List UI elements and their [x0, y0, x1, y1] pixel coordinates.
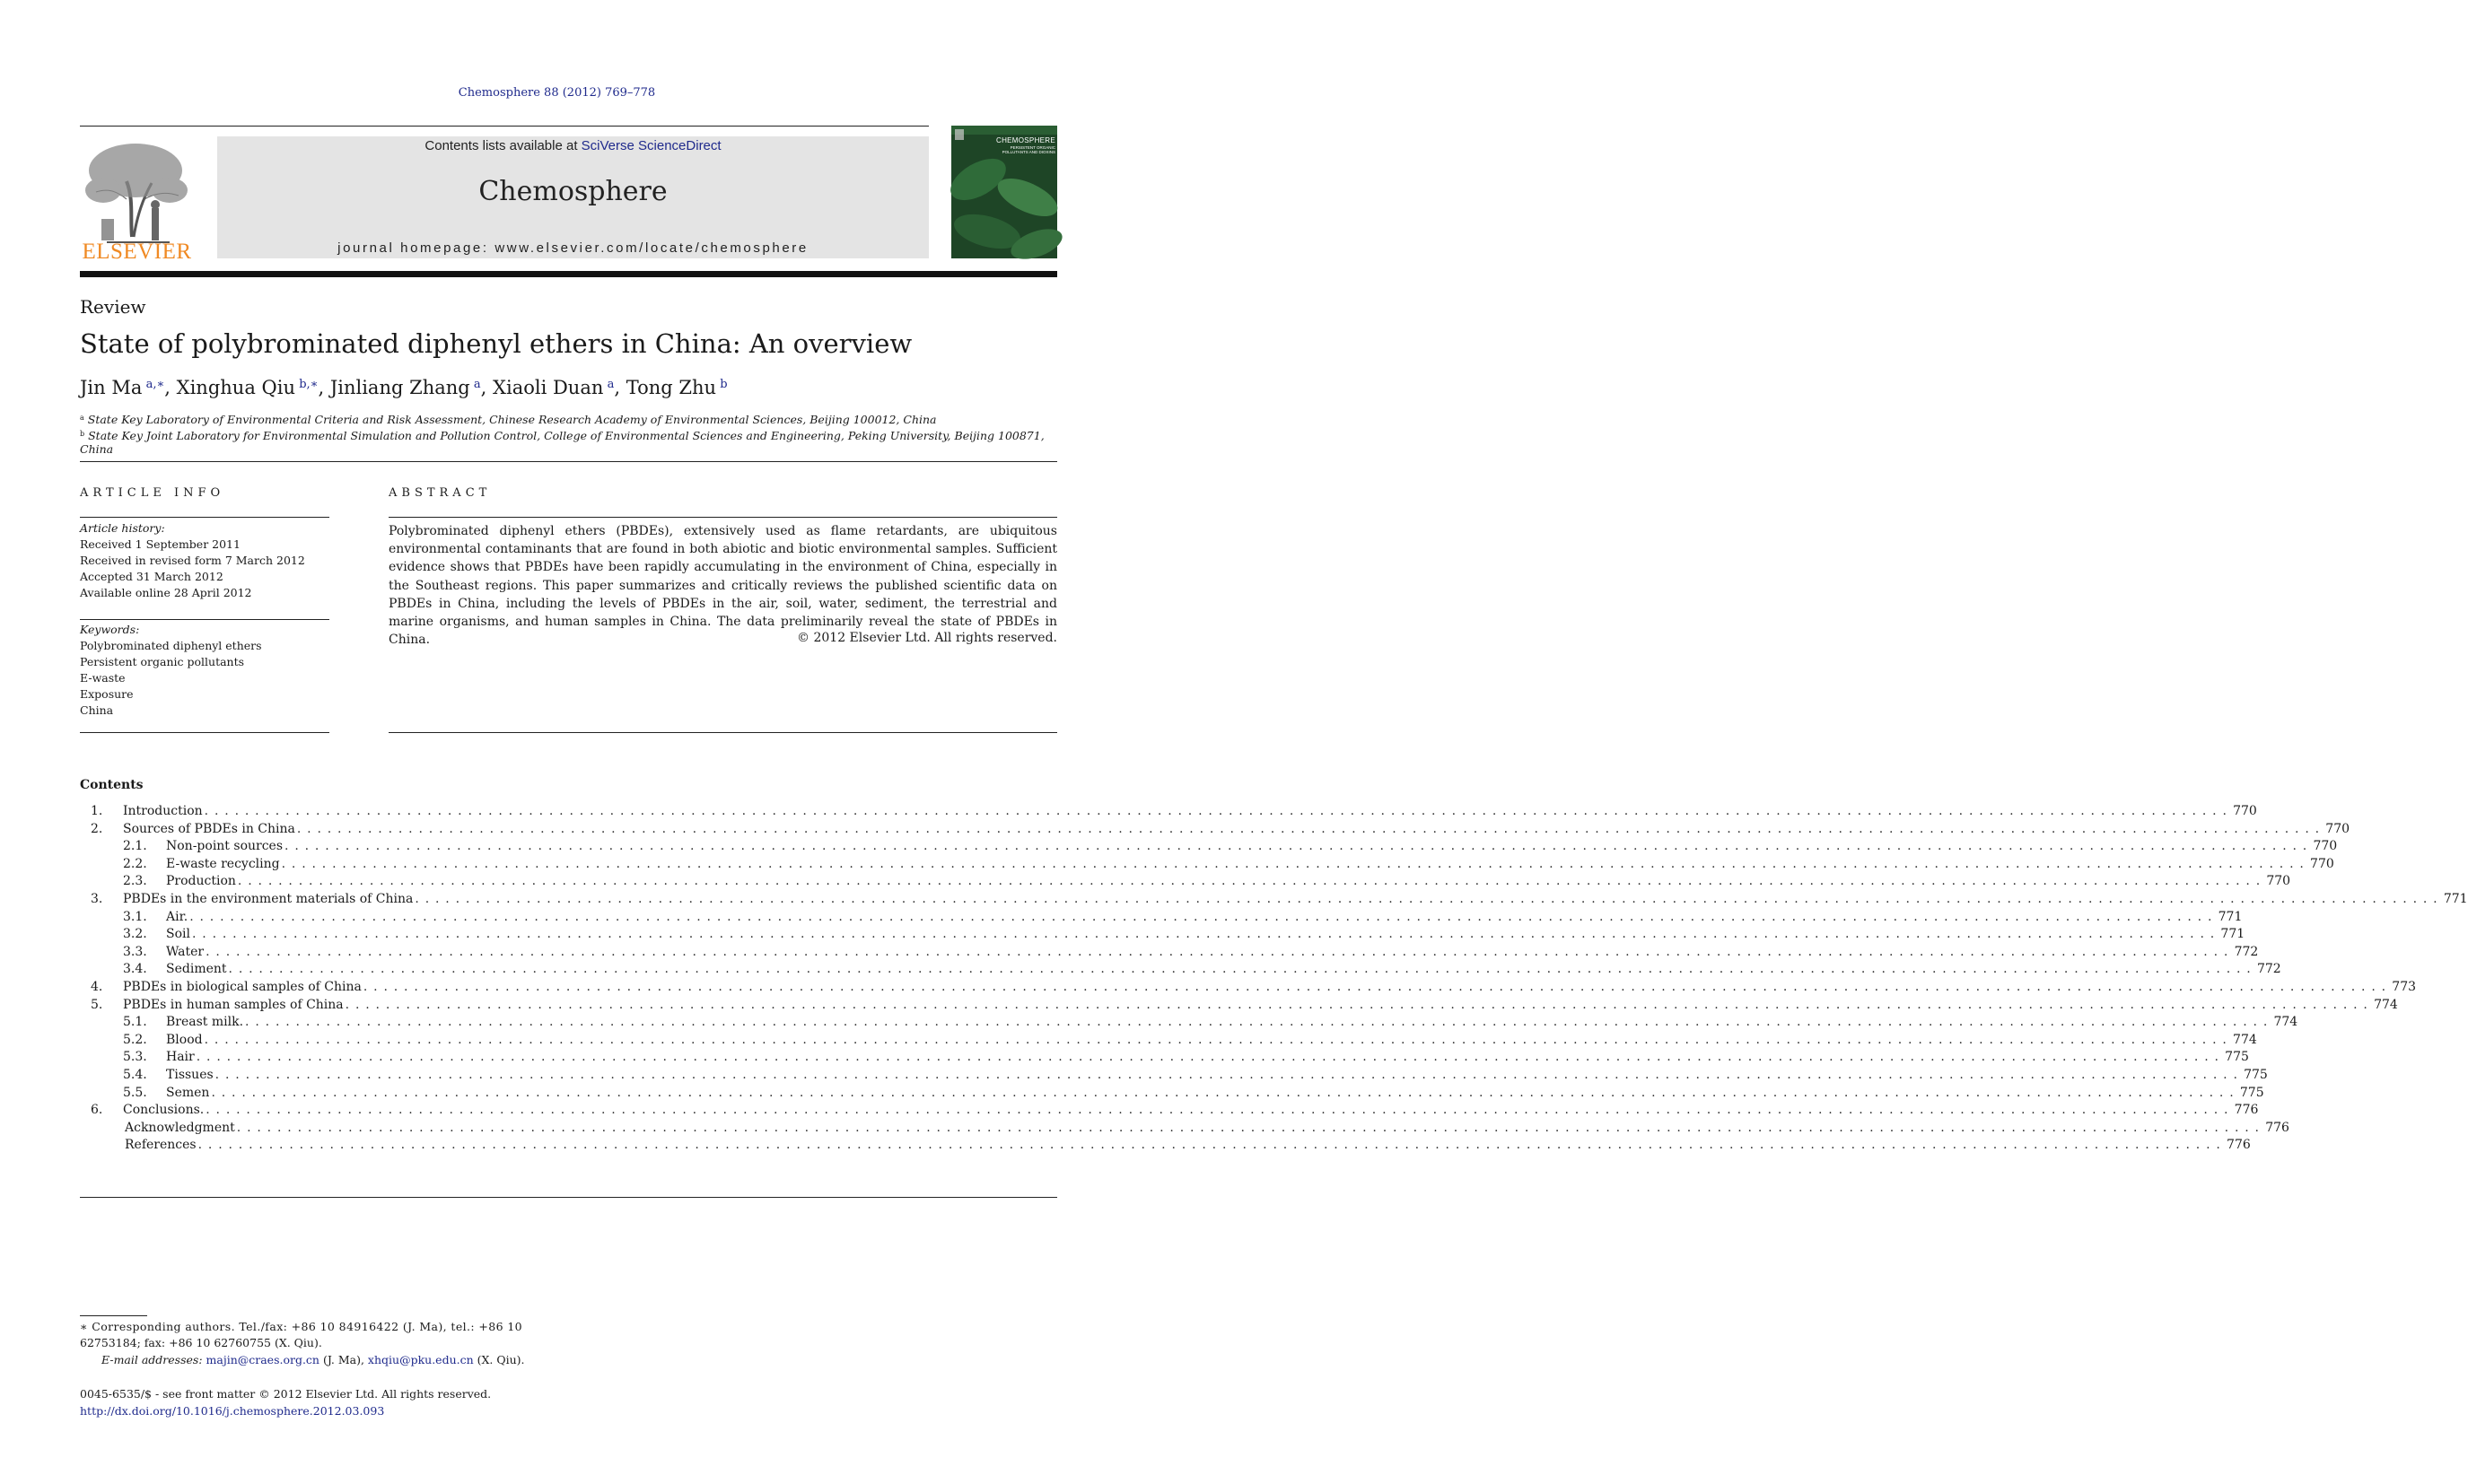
contents-availability	[217, 138, 929, 153]
toc-label[interactable]: Non-point sources	[166, 839, 284, 854]
sciencedirect-link[interactable]: SciVerse ScienceDirect	[581, 138, 722, 153]
toc-page-number: 770	[2233, 804, 2257, 818]
toc-label[interactable]: Air.	[166, 909, 188, 924]
contents-heading: Contents	[80, 778, 144, 792]
toc-page-number: 771	[2220, 927, 2245, 942]
toc-label[interactable]: Water	[166, 944, 205, 959]
contents-prefix: Contents lists available at	[424, 138, 582, 153]
toc-number: 5.	[91, 997, 103, 1012]
author-affiliation-mark[interactable]: b	[720, 378, 728, 391]
corresponding-note-2: 62753184; fax: +86 10 62760755 (X. Qiu).	[80, 1336, 322, 1349]
toc-entry[interactable]	[80, 1068, 2268, 1086]
toc-label[interactable]: Tissues	[166, 1068, 214, 1082]
toc-label[interactable]: Introduction	[123, 804, 203, 818]
toc-label[interactable]: Production	[166, 874, 236, 889]
toc-label[interactable]: Acknowledgment	[125, 1120, 235, 1135]
toc-number: 6.	[91, 1103, 103, 1118]
author-affiliation-mark[interactable]: a,∗	[145, 378, 165, 391]
toc-leader-dots: . . . . . . . . . . . . . . . . . . . . . . . . . . . . . . . . . . . . . . . . . . . . . . . . . . . . . . . . . . . . . . . . . . . . . . . . . . . . . . . . . . . . . . . . . . . . . . . . . . . . . . . . . . . . . . . . . . . . . . . . . . . . . . . . . . . . . . . . . . . . . . . . . . . . . . . . . . . . . . . . . . . . . . . . . . . . . . . . . . . . . . . . . . . . . . . . . . . . . . . .	[204, 1032, 2228, 1047]
toc-leader-dots: . . . . . . . . . . . . . . . . . . . . . . . . . . . . . . . . . . . . . . . . . . . . . . . . . . . . . . . . . . . . . . . . . . . . . . . . . . . . . . . . . . . . . . . . . . . . . . . . . . . . . . . . . . . . . . . . . . . . . . . . . . . . . . . . . . . . . . . . . . . . . . . . . . . . . . . . . . . . . . . . . . . . . . . . . . . . . . . . . . . . . . . . . . . . . . . . . . . . . . . .	[189, 909, 2213, 924]
toc-number: 3.2.	[123, 927, 147, 942]
affiliation-b	[80, 429, 1057, 456]
toc-entry[interactable]	[80, 1032, 2257, 1051]
toc-label[interactable]: PBDEs in biological samples of China	[123, 980, 362, 994]
email-addresses	[101, 1353, 525, 1366]
toc-entry[interactable]	[80, 962, 2281, 980]
affiliation-a-mark: a	[80, 414, 84, 422]
header-top-rule	[80, 126, 929, 127]
toc-leader-dots: . . . . . . . . . . . . . . . . . . . . . . . . . . . . . . . . . . . . . . . . . . . . . . . . . . . . . . . . . . . . . . . . . . . . . . . . . . . . . . . . . . . . . . . . . . . . . . . . . . . . . . . . . . . . . . . . . . . . . . . . . . . . . . . . . . . . . . . . . . . . . . . . . . . . . . . . . . . . . . . . . . . . . . . . . . . . . . . . . . . . . . . . . . . . . . . . . . . . . . . .	[236, 1120, 2261, 1135]
toc-label[interactable]: E-waste recycling	[166, 856, 280, 871]
history-accepted: Accepted 31 March 2012	[80, 570, 223, 583]
toc-number: 5.3.	[123, 1050, 147, 1065]
toc-page-number: 772	[2234, 944, 2259, 959]
toc-page-number: 773	[2392, 980, 2417, 994]
email-owner-ma: (J. Ma),	[319, 1353, 368, 1366]
toc-label[interactable]: Soil	[166, 927, 190, 942]
toc-label[interactable]: Hair	[166, 1050, 195, 1065]
toc-entry[interactable]	[80, 1120, 2289, 1139]
toc-leader-dots: . . . . . . . . . . . . . . . . . . . . . . . . . . . . . . . . . . . . . . . . . . . . . . . . . . . . . . . . . . . . . . . . . . . . . . . . . . . . . . . . . . . . . . . . . . . . . . . . . . . . . . . . . . . . . . . . . . . . . . . . . . . . . . . . . . . . . . . . . . . . . . . . . . . . . . . . . . . . . . . . . . . . . . . . . . . . . . . . . . . . . . . . . . . . . . . . . . . . . . . .	[206, 1103, 2229, 1118]
keyword: Exposure	[80, 687, 134, 701]
author-list	[80, 377, 1057, 398]
toc-leader-dots: . . . . . . . . . . . . . . . . . . . . . . . . . . . . . . . . . . . . . . . . . . . . . . . . . . . . . . . . . . . . . . . . . . . . . . . . . . . . . . . . . . . . . . . . . . . . . . . . . . . . . . . . . . . . . . . . . . . . . . . . . . . . . . . . . . . . . . . . . . . . . . . . . . . . . . . . . . . . . . . . . . . . . . . . . . . . . . . . . . . . . . . . . . . . . . . . . . . . . . . .	[415, 892, 2438, 906]
toc-entry[interactable]	[80, 856, 2334, 875]
toc-entry[interactable]	[80, 909, 2243, 928]
toc-leader-dots: . . . . . . . . . . . . . . . . . . . . . . . . . . . . . . . . . . . . . . . . . . . . . . . . . . . . . . . . . . . . . . . . . . . . . . . . . . . . . . . . . . . . . . . . . . . . . . . . . . . . . . . . . . . . . . . . . . . . . . . . . . . . . . . . . . . . . . . . . . . . . . . . . . . . . . . . . . . . . . . . . . . . . . . . . . . . . . . . . . . . . . . . . . . . . . . . . . . . . . . .	[197, 1138, 2222, 1153]
toc-entry[interactable]	[80, 874, 2291, 892]
author-separator: ,	[318, 377, 330, 398]
author-separator: ,	[164, 377, 177, 398]
corresponding-note-1: ∗ Corresponding authors. Tel./fax: +86 10 84916422 (J. Ma), tel.: +86 10	[80, 1320, 523, 1333]
email-label: E-mail addresses:	[101, 1353, 206, 1366]
toc-label[interactable]: PBDEs in human samples of China	[123, 997, 344, 1012]
toc-number: 5.5.	[123, 1085, 147, 1100]
journal-cover-image	[951, 126, 1057, 258]
affiliation-b-mark: b	[80, 430, 85, 438]
toc-page-number: 770	[2310, 856, 2334, 871]
author-name: Xinghua Qiu	[176, 377, 295, 398]
cover-title: CHEMOSPHERE	[996, 136, 1055, 144]
author-name: Xiaoli Duan	[493, 377, 604, 398]
toc-leader-dots: . . . . . . . . . . . . . . . . . . . . . . . . . . . . . . . . . . . . . . . . . . . . . . . . . . . . . . . . . . . . . . . . . . . . . . . . . . . . . . . . . . . . . . . . . . . . . . . . . . . . . . . . . . . . . . . . . . . . . . . . . . . . . . . . . . . . . . . . . . . . . . . . . . . . . . . . . . . . . . . . . . . . . . . . . . . . . . . . . . . . . . . . . . . . . . . . . . . . . . . .	[191, 927, 2216, 942]
toc-label[interactable]: PBDEs in the environment materials of China	[123, 892, 414, 906]
toc-entry[interactable]	[80, 821, 2350, 840]
toc-leader-dots: . . . . . . . . . . . . . . . . . . . . . . . . . . . . . . . . . . . . . . . . . . . . . . . . . . . . . . . . . . . . . . . . . . . . . . . . . . . . . . . . . . . . . . . . . . . . . . . . . . . . . . . . . . . . . . . . . . . . . . . . . . . . . . . . . . . . . . . . . . . . . . . . . . . . . . . . . . . . . . . . . . . . . . . . . . . . . . . . . . . . . . . . . . . . . . . . . . . . . . . .	[204, 804, 2228, 818]
author-affiliation-mark[interactable]: a	[473, 378, 481, 391]
toc-entry[interactable]	[80, 1050, 2249, 1068]
toc-entry[interactable]	[80, 839, 2338, 857]
toc-page-number: 770	[2313, 839, 2338, 854]
toc-entry[interactable]	[80, 1103, 2259, 1121]
toc-number: 2.	[91, 821, 103, 836]
keyword: Persistent organic pollutants	[80, 655, 245, 668]
toc-entry[interactable]	[80, 980, 2417, 998]
toc-entry[interactable]	[80, 927, 2245, 945]
abstract-bottom-rule	[389, 732, 1057, 733]
toc-entry[interactable]	[80, 892, 2468, 910]
toc-leader-dots: . . . . . . . . . . . . . . . . . . . . . . . . . . . . . . . . . . . . . . . . . . . . . . . . . . . . . . . . . . . . . . . . . . . . . . . . . . . . . . . . . . . . . . . . . . . . . . . . . . . . . . . . . . . . . . . . . . . . . . . . . . . . . . . . . . . . . . . . . . . . . . . . . . . . . . . . . . . . . . . . . . . . . . . . . . . . . . . . . . . . . . . . . . . . . . . . . . . . . . . .	[237, 874, 2262, 889]
toc-number: 2.2.	[123, 856, 147, 871]
toc-number: 5.4.	[123, 1068, 147, 1082]
article-info-rule	[80, 517, 329, 518]
toc-number: 1.	[91, 804, 103, 818]
doi-link[interactable]: http://dx.doi.org/10.1016/j.chemosphere.2012.03.093	[80, 1404, 385, 1418]
toc-label[interactable]: Sources of PBDEs in China	[123, 821, 295, 836]
toc-label[interactable]: Sediment	[166, 962, 227, 977]
toc-page-number: 774	[2273, 1015, 2298, 1030]
article-info-bottom-rule	[80, 732, 329, 733]
toc-entry[interactable]	[80, 1138, 2251, 1156]
header-bottom-rule	[80, 271, 1057, 277]
abstract-heading: ABSTRACT	[389, 486, 492, 500]
article-type: Review	[80, 296, 146, 318]
toc-leader-dots: . . . . . . . . . . . . . . . . . . . . . . . . . . . . . . . . . . . . . . . . . . . . . . . . . . . . . . . . . . . . . . . . . . . . . . . . . . . . . . . . . . . . . . . . . . . . . . . . . . . . . . . . . . . . . . . . . . . . . . . . . . . . . . . . . . . . . . . . . . . . . . . . . . . . . . . . . . . . . . . . . . . . . . . . . . . . . . . . . . . . . . . . . . . . . . . . . . . . . . . .	[196, 1050, 2220, 1065]
toc-label[interactable]: Blood	[166, 1032, 203, 1047]
toc-leader-dots: . . . . . . . . . . . . . . . . . . . . . . . . . . . . . . . . . . . . . . . . . . . . . . . . . . . . . . . . . . . . . . . . . . . . . . . . . . . . . . . . . . . . . . . . . . . . . . . . . . . . . . . . . . . . . . . . . . . . . . . . . . . . . . . . . . . . . . . . . . . . . . . . . . . . . . . . . . . . . . . . . . . . . . . . . . . . . . . . . . . . . . . . . . . . . . . . . . . . . . . .	[284, 839, 2308, 854]
author-separator: ,	[614, 377, 626, 398]
author-name: Jinliang Zhang	[329, 377, 470, 398]
toc-page-number: 771	[2218, 909, 2243, 924]
toc-leader-dots: . . . . . . . . . . . . . . . . . . . . . . . . . . . . . . . . . . . . . . . . . . . . . . . . . . . . . . . . . . . . . . . . . . . . . . . . . . . . . . . . . . . . . . . . . . . . . . . . . . . . . . . . . . . . . . . . . . . . . . . . . . . . . . . . . . . . . . . . . . . . . . . . . . . . . . . . . . . . . . . . . . . . . . . . . . . . . . . . . . . . . . . . . . . . . . . . . . . . . . . .	[281, 856, 2306, 871]
toc-label[interactable]: References	[125, 1138, 197, 1153]
author-name: Tong Zhu	[626, 377, 717, 398]
article-info-heading: ARTICLE INFO	[80, 486, 225, 500]
toc-page-number: 776	[2234, 1103, 2259, 1118]
affiliation-b-text: State Key Joint Laboratory for Environmental Simulation and Pollution Control, College of Environmental Sciences and Engineering, Peking University, Beijing 100871, China	[80, 429, 1045, 456]
toc-leader-dots: . . . . . . . . . . . . . . . . . . . . . . . . . . . . . . . . . . . . . . . . . . . . . . . . . . . . . . . . . . . . . . . . . . . . . . . . . . . . . . . . . . . . . . . . . . . . . . . . . . . . . . . . . . . . . . . . . . . . . . . . . . . . . . . . . . . . . . . . . . . . . . . . . . . . . . . . . . . . . . . . . . . . . . . . . . . . . . . . . . . . . . . . . . . . . . . . . . . . . . . .	[345, 997, 2369, 1012]
toc-page-number: 770	[2266, 874, 2291, 889]
toc-number: 2.1.	[123, 839, 147, 854]
toc-leader-dots: . . . . . . . . . . . . . . . . . . . . . . . . . . . . . . . . . . . . . . . . . . . . . . . . . . . . . . . . . . . . . . . . . . . . . . . . . . . . . . . . . . . . . . . . . . . . . . . . . . . . . . . . . . . . . . . . . . . . . . . . . . . . . . . . . . . . . . . . . . . . . . . . . . . . . . . . . . . . . . . . . . . . . . . . . . . . . . . . . . . . . . . . . . . . . . . . . . . . . . . .	[363, 980, 2387, 994]
abstract-text: Polybrominated diphenyl ethers (PBDEs), extensively used as flame retardants, are ubiquitous environmental contaminants that are found in both abiotic and biotic environmental samples. Sufficient evidence shows that PBDEs have been rapidly accumulating in the environment of China, especially in the Southeast regions. This paper summarizes and critically reviews the published scientific data on PBDEs in China, including the levels of PBDEs in the air, soil, water, sediment, the terrestrial and marine organisms, and human samples in China. The data preliminarily reveal the state of PBDEs in China.	[389, 524, 1057, 648]
author-name: Jin Ma	[80, 377, 143, 398]
elsevier-wordmark: ELSEVIER	[82, 240, 192, 264]
abstract-copyright: © 2012 Elsevier Ltd. All rights reserved.	[797, 631, 1057, 645]
keyword: Polybrominated diphenyl ethers	[80, 639, 262, 652]
toc-entry[interactable]	[80, 1085, 2264, 1104]
footnote-rule	[80, 1315, 147, 1316]
toc-label[interactable]: Breast milk.	[166, 1015, 244, 1030]
toc-leader-dots: . . . . . . . . . . . . . . . . . . . . . . . . . . . . . . . . . . . . . . . . . . . . . . . . . . . . . . . . . . . . . . . . . . . . . . . . . . . . . . . . . . . . . . . . . . . . . . . . . . . . . . . . . . . . . . . . . . . . . . . . . . . . . . . . . . . . . . . . . . . . . . . . . . . . . . . . . . . . . . . . . . . . . . . . . . . . . . . . . . . . . . . . . . . . . . . . . . . . . . . .	[211, 1085, 2235, 1100]
toc-page-number: 776	[2265, 1120, 2289, 1135]
toc-page-number: 771	[2443, 892, 2468, 906]
history-label: Article history:	[80, 521, 165, 535]
toc-number: 3.4.	[123, 962, 147, 977]
journal-homepage[interactable]: journal homepage: www.elsevier.com/locate/chemosphere	[337, 240, 809, 256]
toc-entry[interactable]	[80, 997, 2398, 1016]
affiliation-a	[80, 413, 1057, 426]
history-received: Received 1 September 2011	[80, 537, 241, 551]
affiliation-rule	[80, 461, 1057, 462]
keyword: China	[80, 703, 114, 717]
journal-name: Chemosphere	[478, 176, 668, 207]
cover-subtitle: PERSISTENT ORGANIC POLLUTANTS AND DIOXINS	[1002, 145, 1055, 154]
toc-page-number: 775	[2244, 1068, 2268, 1082]
keywords-rule	[80, 619, 329, 620]
email-link-qiu[interactable]: xhqiu@pku.edu.cn	[367, 1353, 474, 1366]
toc-page-number: 774	[2374, 997, 2398, 1012]
history-online: Available online 28 April 2012	[80, 586, 252, 599]
toc-number: 3.3.	[123, 944, 147, 959]
toc-number: 2.3.	[123, 874, 147, 889]
toc-label[interactable]: Semen	[166, 1085, 210, 1100]
toc-entry[interactable]	[80, 944, 2259, 963]
toc-label[interactable]: Conclusions.	[123, 1103, 205, 1118]
issn-line: 0045-6535/$ - see front matter © 2012 Elsevier Ltd. All rights reserved.	[80, 1387, 492, 1401]
toc-number: 3.	[91, 892, 103, 906]
toc-page-number: 774	[2233, 1032, 2257, 1047]
toc-entry[interactable]	[80, 804, 2257, 822]
toc-leader-dots: . . . . . . . . . . . . . . . . . . . . . . . . . . . . . . . . . . . . . . . . . . . . . . . . . . . . . . . . . . . . . . . . . . . . . . . . . . . . . . . . . . . . . . . . . . . . . . . . . . . . . . . . . . . . . . . . . . . . . . . . . . . . . . . . . . . . . . . . . . . . . . . . . . . . . . . . . . . . . . . . . . . . . . . . . . . . . . . . . . . . . . . . . . . . . . . . . . . . . . . .	[228, 962, 2252, 977]
toc-page-number: 775	[2225, 1050, 2249, 1065]
history-revised: Received in revised form 7 March 2012	[80, 554, 305, 567]
toc-number: 4.	[91, 980, 103, 994]
toc-leader-dots: . . . . . . . . . . . . . . . . . . . . . . . . . . . . . . . . . . . . . . . . . . . . . . . . . . . . . . . . . . . . . . . . . . . . . . . . . . . . . . . . . . . . . . . . . . . . . . . . . . . . . . . . . . . . . . . . . . . . . . . . . . . . . . . . . . . . . . . . . . . . . . . . . . . . . . . . . . . . . . . . . . . . . . . . . . . . . . . . . . . . . . . . . . . . . . . . . . . . . . . .	[214, 1068, 2239, 1082]
toc-leader-dots: . . . . . . . . . . . . . . . . . . . . . . . . . . . . . . . . . . . . . . . . . . . . . . . . . . . . . . . . . . . . . . . . . . . . . . . . . . . . . . . . . . . . . . . . . . . . . . . . . . . . . . . . . . . . . . . . . . . . . . . . . . . . . . . . . . . . . . . . . . . . . . . . . . . . . . . . . . . . . . . . . . . . . . . . . . . . . . . . . . . . . . . . . . . . . . . . . . . . . . . .	[296, 821, 2321, 836]
toc-page-number: 775	[2239, 1085, 2264, 1100]
toc-page-number: 776	[2227, 1138, 2251, 1153]
affiliation-a-text: State Key Laboratory of Environmental Criteria and Risk Assessment, Chinese Research Academy of Environmental Sciences, Beijing 100012, China	[87, 413, 937, 426]
toc-leader-dots: . . . . . . . . . . . . . . . . . . . . . . . . . . . . . . . . . . . . . . . . . . . . . . . . . . . . . . . . . . . . . . . . . . . . . . . . . . . . . . . . . . . . . . . . . . . . . . . . . . . . . . . . . . . . . . . . . . . . . . . . . . . . . . . . . . . . . . . . . . . . . . . . . . . . . . . . . . . . . . . . . . . . . . . . . . . . . . . . . . . . . . . . . . . . . . . . . . . . . . . .	[245, 1015, 2269, 1030]
toc-entry[interactable]	[80, 1015, 2298, 1033]
keyword: E-waste	[80, 671, 126, 685]
toc-number: 5.2.	[123, 1032, 147, 1047]
toc-page-number: 770	[2325, 821, 2350, 836]
email-link-ma[interactable]: majin@craes.org.cn	[206, 1353, 319, 1366]
article-title: State of polybrominated diphenyl ethers in China: An overview	[80, 328, 913, 359]
author-affiliation-mark[interactable]: a	[607, 378, 615, 391]
toc-number: 5.1.	[123, 1015, 147, 1030]
author-separator: ,	[480, 377, 494, 398]
journal-citation: Chemosphere 88 (2012) 769–778	[458, 86, 656, 100]
toc-leader-dots: . . . . . . . . . . . . . . . . . . . . . . . . . . . . . . . . . . . . . . . . . . . . . . . . . . . . . . . . . . . . . . . . . . . . . . . . . . . . . . . . . . . . . . . . . . . . . . . . . . . . . . . . . . . . . . . . . . . . . . . . . . . . . . . . . . . . . . . . . . . . . . . . . . . . . . . . . . . . . . . . . . . . . . . . . . . . . . . . . . . . . . . . . . . . . . . . . . . . . . . .	[206, 944, 2229, 959]
email-owner-qiu: (X. Qiu).	[473, 1353, 525, 1366]
toc-page-number: 772	[2256, 962, 2281, 977]
abstract-rule	[389, 517, 1057, 518]
keywords-label: Keywords:	[80, 623, 140, 636]
author-affiliation-mark[interactable]: b,∗	[299, 378, 319, 391]
toc-number: 3.1.	[123, 909, 147, 924]
contents-bottom-rule	[80, 1197, 1057, 1198]
